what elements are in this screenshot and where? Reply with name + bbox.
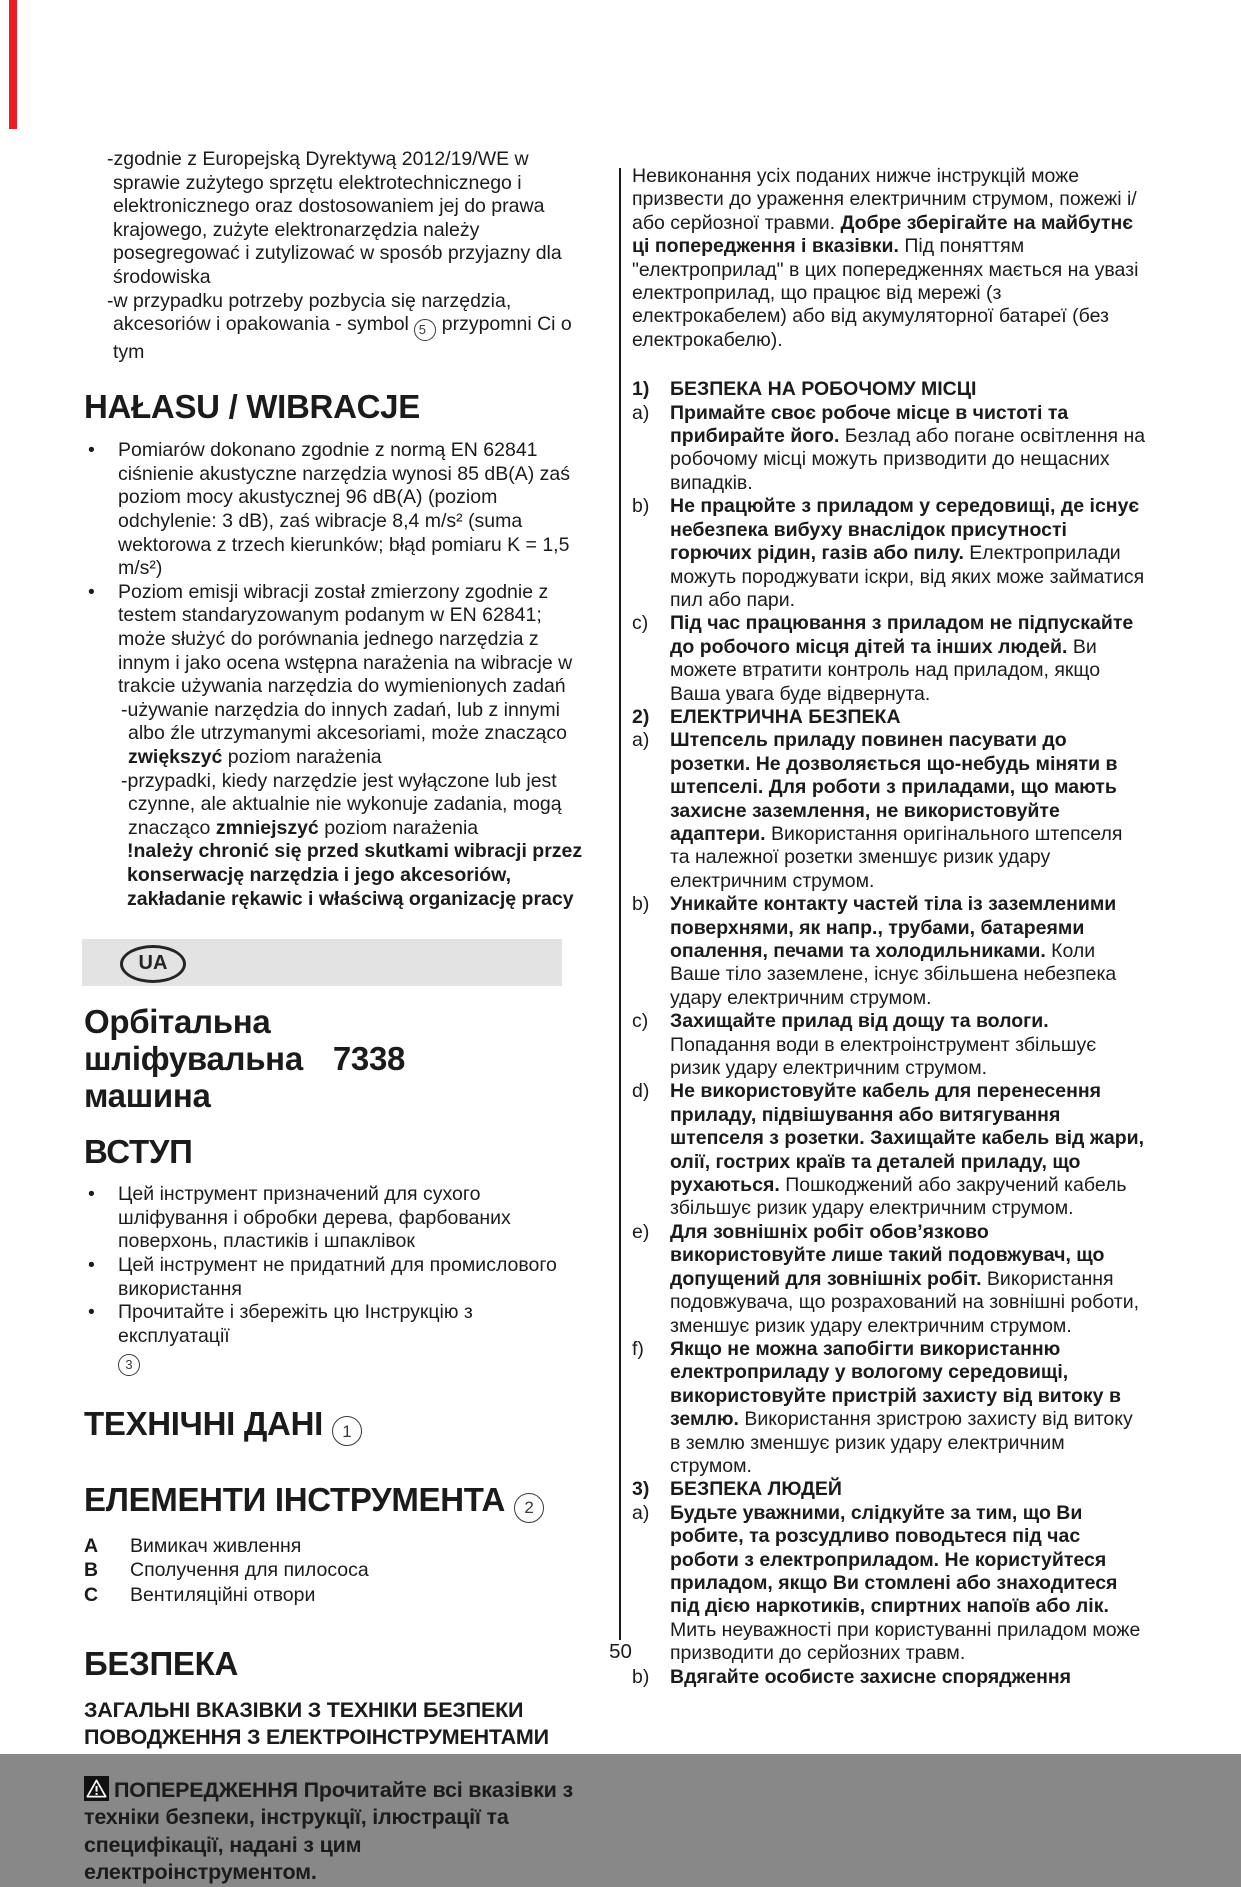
item-text: [670, 1080, 1144, 1219]
safety-rule-item: [632, 402, 1146, 496]
item-marker: b): [632, 495, 650, 518]
item-text: Вентиляційні отвори: [130, 1583, 316, 1606]
noise-vibration-heading: HAŁASU / WIBRACJE: [84, 388, 420, 426]
item-text: [670, 729, 1122, 891]
disposal-note-1: -zgodnie z Europejską Dyrektywą 2012/19/WE w sprawie zużytego sprzętu elektrotechnicznego i elektronicznego oraz dostosowaniem jej do prawa krajowego, zużyte elektronarzędzia należy posegregować i zutylizować w sposób przyjazny dla środowiska: [107, 148, 562, 288]
subitem-1-bold: zwiększyć: [128, 745, 223, 768]
vibration-protection-note: !należy chronić się przed skutkami wibracji przez konserwację narzędzia i jego akcesoriów, zakładanie rękawic i właściwą organizację pracy: [127, 840, 583, 910]
noise-bullet-2: [84, 581, 584, 699]
safety-rule-item: [632, 1666, 1146, 1689]
product-title-line2: машина: [84, 1077, 211, 1115]
text-run: Пошкоджений або закручений кабель збільшує ризик удару електричним струмом.: [670, 1174, 1127, 1220]
text-run: Мить неуважності при користуванні приладом може призводити до серйозних травм.: [670, 1618, 1141, 1665]
item-text: [670, 612, 1133, 704]
ua-country-badge-icon: UA: [120, 945, 186, 983]
intro-heading: ВСТУП: [84, 1133, 193, 1171]
vibration-subitem-2: [84, 770, 584, 841]
general-safety-subheading-line1: ЗАГАЛЬНІ ВКАЗІВКИ З ТЕХНІКИ БЕЗПЕКИ: [84, 1697, 524, 1722]
warning-triangle-icon: [84, 1776, 109, 1801]
item-text: [670, 1221, 1139, 1337]
circled-number-2-icon: 2: [514, 1493, 544, 1523]
item-text: Вимикач живлення: [130, 1534, 302, 1557]
disposal-note-2-text: -w przypadku potrzeby pozbycia się narzędzia, akcesoriów i opakowania - symbol: [107, 289, 512, 336]
left-column: [84, 148, 584, 1887]
noise-bullet-1: [84, 439, 584, 581]
bullet-icon: •: [88, 1183, 95, 1206]
circled-number-5-icon: 5: [414, 319, 436, 341]
item-text: [670, 1338, 1133, 1477]
tool-element-row: [84, 1583, 584, 1608]
item-text: [670, 495, 1144, 611]
item-marker: f): [632, 1337, 644, 1360]
intro-bullet-2: [84, 1254, 584, 1301]
safety-rule-item: [632, 612, 1146, 706]
intro-bullet-1-text: Цей інструмент призначений для сухого шліфування і обробки дерева, фарбованих поверхонь, пластиків і шпаклівок: [118, 1183, 511, 1253]
column-divider: [619, 168, 621, 1640]
item-text: [670, 1478, 842, 1500]
item-marker: b): [632, 893, 650, 916]
item-text: Сполучення для пилососа: [130, 1559, 369, 1582]
item-text: [670, 402, 1145, 494]
item-marker: b): [632, 1665, 650, 1688]
warning-paragraph: [84, 1776, 584, 1887]
text-run: БЕЗПЕКА ЛЮДЕЙ: [670, 1478, 842, 1501]
circled-number-3-icon: 3: [118, 1354, 140, 1376]
text-run: Невиконання усіх поданих нижче інструкцій може призвести до ураження електричним струмом, пожежі і/або серйозної травми.: [632, 165, 1137, 234]
safety-rule-item: [632, 1080, 1146, 1220]
noise-bullet-1-text: Pomiarów dokonano zgodnie z normą EN 62841 ciśnienie akustyczne narzędzia wynosi 85 dB(A) zaś poziom mocy akustycznej 96 dB(A) (poziom odchylenie: 3 dB), zaś wibracje 8,4 m/s² (suma wektorowa z trzech kierunków; błąd pomiaru K = 1,5 m/s²): [118, 439, 570, 580]
disposal-note-2: [84, 290, 584, 365]
item-text: [670, 1666, 1071, 1688]
bullet-icon: •: [88, 580, 95, 603]
item-marker: A: [84, 1534, 99, 1557]
product-model-number: 7338: [332, 1040, 406, 1078]
safety-rule-item: [632, 729, 1146, 893]
safety-rule-item: [632, 1338, 1146, 1478]
product-name: Орбітальна шліфувальна: [84, 1003, 303, 1078]
subitem-2-post: poziom narażenia: [318, 816, 479, 839]
text-run: Під час працювання з приладом не підпускайте до робочого місця дітей та інших людей.: [670, 612, 1134, 658]
safety-heading: БЕЗПЕКА: [84, 1644, 239, 1682]
tool-elements-heading: [84, 1482, 584, 1523]
item-marker: a): [632, 729, 650, 752]
intro-bullet-1: [84, 1183, 584, 1254]
safety-rule-item: [632, 1478, 1146, 1501]
item-marker: c): [632, 612, 649, 635]
technical-data-heading: [84, 1406, 584, 1447]
warning-paragraph-text: ПОПЕРЕДЖЕННЯ Прочитайте всі вказівки з техніки безпеки, інструкції, ілюстрації та специфікації, надані з цим електроінструментом.: [84, 1777, 573, 1885]
ua-language-bar: [82, 939, 562, 986]
item-text: [670, 378, 976, 400]
intro-bullet-2-text: Цей інструмент не придатний для промислового використання: [118, 1253, 557, 1300]
text-run: Будьте уважними, слідкуйте за тим, що Ви робите, та розсудливо поводьтеся під час роботи з електроприладом. Не користуйтеся приладом, якщо Ви стомлені або знаходитеся під дією наркотиків, спиртних напоїв або лік.: [670, 1501, 1118, 1618]
item-marker: a): [632, 1501, 650, 1524]
subitem-2-pre: -przypadki, kiedy narzędzie jest wyłączone lub jest czynne, ale aktualnie nie wykonuje zadania, mogą znacząco: [121, 769, 562, 839]
text-run: Штепсель приладу повинен пасувати до розетки. Не дозволяється що-небудь міняти в штепселі. Для роботи з приладами, що мають захисне заземлення, не використовуйте адаптери.: [670, 729, 1118, 845]
bullet-icon: •: [88, 439, 95, 462]
general-safety-subheading: [84, 1697, 584, 1751]
item-marker: e): [632, 1220, 650, 1243]
text-run: Вдягайте особисте захисне спорядження: [670, 1665, 1071, 1688]
text-run: Використання оригінального штепселя та належної розетки зменшує ризик удару електричним струмом.: [670, 822, 1123, 892]
safety-rule-item: [632, 893, 1146, 1010]
text-run: Безлад або погане освітлення на робочому місці можуть призводити до нещасних випадків.: [670, 425, 1146, 494]
page-number: 50: [609, 1640, 632, 1663]
warning-intro-paragraph: [632, 165, 1146, 352]
subitem-1-post: poziom narażenia: [222, 745, 382, 768]
red-registration-mark: [9, 0, 17, 129]
text-run: БЕЗПЕКА НА РОБОЧОМУ МІСЦІ: [670, 378, 977, 401]
tool-element-row: [84, 1558, 584, 1583]
text-run: Використання зристрою захисту від витоку в землю зменшує ризик удару електричним струмом.: [670, 1408, 1133, 1477]
safety-rule-item: [632, 706, 1146, 729]
tool-element-row: [84, 1534, 584, 1559]
text-run: Якщо не можна запобігти використанню електроприладу у вологому середовищі, використовуйте пристрій захисту від витоку в землю.: [670, 1337, 1121, 1431]
bullet-icon: •: [88, 1301, 95, 1324]
item-text: [670, 1010, 1096, 1079]
item-marker: 2): [632, 705, 650, 728]
item-marker: c): [632, 1010, 649, 1033]
general-safety-subheading-line2: ПОВОДЖЕННЯ З ЕЛЕКТРОІНСТРУМЕНТАМИ: [84, 1724, 549, 1749]
item-text: [670, 893, 1116, 1009]
subitem-1-pre: -używanie narzędzia do innych zadań, lub z innymi albo źle utrzymanymi akcesoriami, może znacząco: [121, 698, 567, 745]
tool-elements-list: [84, 1534, 584, 1608]
text-run: Для зовнішніх робіт обов’язково використовуйте лише такий подовжувач, що допущений для зовнішніх робіт.: [670, 1220, 1105, 1290]
item-marker: d): [632, 1080, 650, 1103]
noise-bullet-2-text: Poziom emisji wibracji został zmierzony zgodnie z testem standaryzowanym podanym w EN 62841; może służyć do porównania jednego narzędzia z innym i jako ocena wstępna narażenia na wibracje w trakcie używania narzędzia do wymienionych zadań: [118, 580, 573, 698]
safety-rule-item: [632, 495, 1146, 612]
safety-rule-item: [632, 378, 1146, 401]
vibration-subitem-1: [84, 699, 584, 770]
text-run: Електроприлади можуть породжувати іскри, від яких може займатися пил або пари.: [670, 542, 1145, 611]
bullet-icon: •: [88, 1253, 95, 1276]
safety-rule-item: [632, 1010, 1146, 1080]
text-run: Використання подовжувача, що розрахований на зовнішні роботи, зменшує ризик удару електричним струмом.: [670, 1267, 1140, 1337]
text-run: Попадання води в електроінструмент збільшує ризик удару електричним струмом.: [670, 1033, 1097, 1080]
technical-data-heading-text: ТЕХНІЧНІ ДАНІ: [84, 1404, 323, 1442]
text-run: Коли Ваше тіло заземлене, існує збільшена небезпека удару електричним струмом.: [670, 940, 1117, 1009]
text-run: Не працюйте з приладом у середовищі, де існує небезпека вибуху внаслідок присутності горючих рідин, газів або пилу.: [670, 495, 1140, 565]
circled-number-1-icon: 1: [332, 1416, 362, 1446]
safety-rule-item: [632, 1221, 1146, 1338]
intro-bullet-3-text: Прочитайте і збережіть цю Інструкцію з експлуатації: [118, 1301, 473, 1347]
text-run: ЕЛЕКТРИЧНА БЕЗПЕКА: [670, 705, 901, 728]
text-run: Уникайте контакту частей тіла із заземленими поверхнями, як напр., трубами, батареями опалення, печами та холодильниками.: [670, 893, 1117, 962]
product-title: [84, 1003, 584, 1114]
subitem-2-bold: zmniejszyć: [215, 816, 319, 839]
tool-elements-heading-text: ЕЛЕМЕНТИ ІНСТРУМЕНТА: [84, 1481, 506, 1519]
right-column: [632, 165, 1146, 1689]
text-run: Захищайте прилад від дощу та вологи.: [670, 1010, 1049, 1033]
intro-bullet-3: [84, 1301, 584, 1376]
safety-rules-list: [632, 378, 1146, 1689]
item-marker: B: [84, 1559, 99, 1582]
text-run: Ви можете втратити контроль над приладом, якщо Ваша увага буде відвернута.: [670, 635, 1101, 705]
item-marker: C: [84, 1583, 99, 1606]
item-marker: a): [632, 401, 650, 424]
disposal-note-2-tail: przypomni Ci o tym: [113, 313, 572, 363]
item-marker: 1): [632, 378, 650, 401]
text-run: Не використовуйте кабель для перенесення приладу, підвішування або витягування штепселя з розетки. Захищайте кабель від жари, олії, гострих країв та деталей приладу, що рухаються.: [670, 1080, 1145, 1197]
text-run: Примайте своє робоче місце в чистоті та прибирайте його.: [670, 401, 1069, 448]
text-run: Добре зберігайте на майбутнє ці попередження і вказівки.: [632, 211, 1133, 258]
item-text: [670, 706, 901, 728]
text-run: Під поняттям "електроприлад" в цих попередженнях мається на увазі електроприлад, що працює від мережі (з електрокабелем) або від акумуляторної батареї (без електрокабелю).: [632, 235, 1139, 351]
item-marker: 3): [632, 1478, 650, 1501]
